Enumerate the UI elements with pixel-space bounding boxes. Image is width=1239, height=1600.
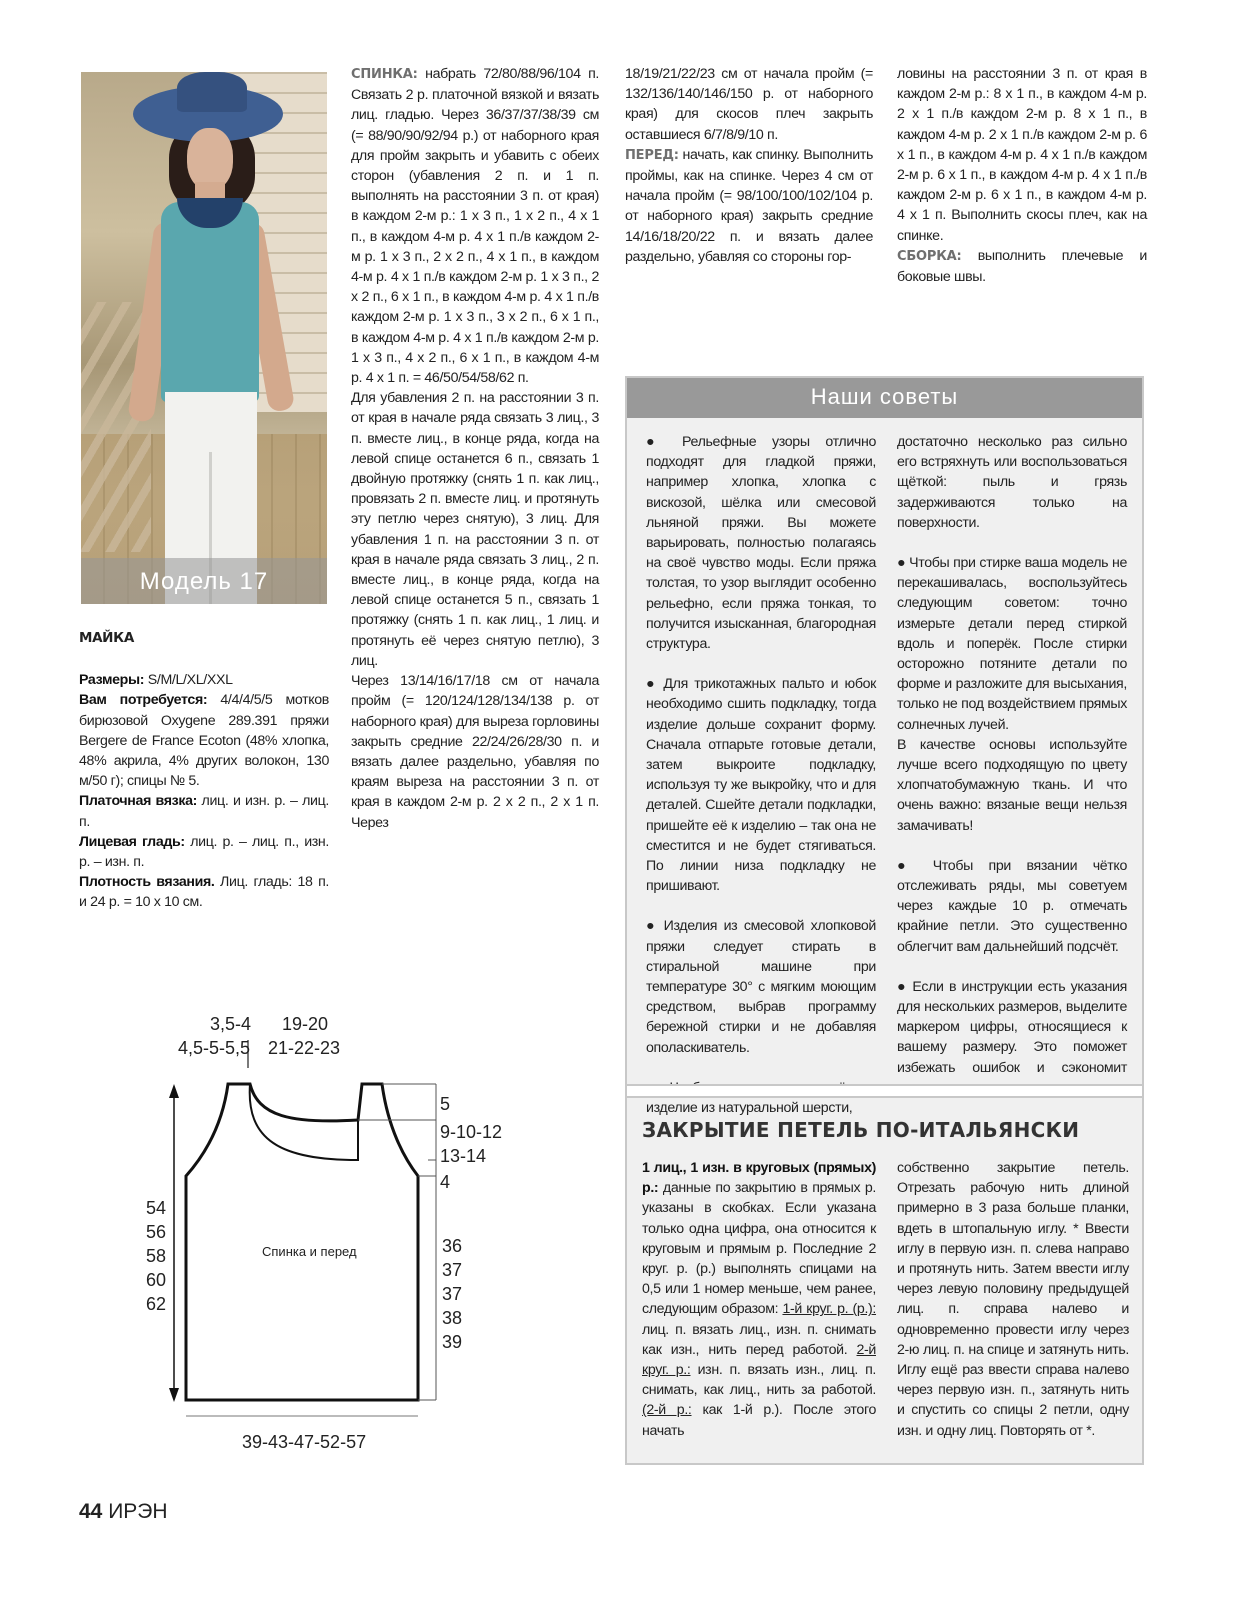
section-divider xyxy=(627,1084,1142,1098)
sizes: Размеры: S/M/L/XL/XXL xyxy=(79,672,233,689)
shoulder-width-label-2: 4,5-5-5,5 xyxy=(178,1038,251,1058)
total-length-5: 62 xyxy=(146,1294,167,1314)
instructions-column-1 xyxy=(351,64,599,833)
italian-lead: 1 лиц., 1 изн. в круговых (прямых) р.: xyxy=(642,1160,876,1197)
tip-washing: ● Изделия из смесовой хлопковой пряжи следует стирать в стиральной машине при температуре 30° с мягким моющим средством, выбрав программу бережной стирки и не добавляя ополаскиватель. xyxy=(646,918,876,1056)
stockinette-stitch: Лицевая гладь: лиц. р. – лиц. п., изн. р. – изн. п. xyxy=(79,833,330,871)
instructions-column-2 xyxy=(625,64,873,267)
decrease-instructions: Для убавления 2 п. на расстоянии 3 п. от края в начале ряда связать 3 лиц., 3 п. вместе лиц., в конце ряда, когда на левой спице останется 6 п., связать 1 двойную протяжку (снять 1 п. как лиц., провязать 2 п. вместе лиц. и протянуть эту петлю через снятую), 3 лиц. Для убавления 1 п. на расстоянии 3 п. от края в начале ряда связать 3 лиц., 2 п. вместе лиц., в конце ряда, когда на левой спице останется 5 п., связать 1 протяжку (снять 1 п. как лиц., 1 лиц. и протянуть её через снятую петлю), 3 лиц. xyxy=(351,390,599,669)
neck-width-label-1: 19-20 xyxy=(282,1014,329,1034)
assembly-instructions: СБОРКА: выполнить плечевые и боковые швы. xyxy=(897,247,1147,286)
italian-column-2: собственно закрытие петель. Отрезать рабочую нить длиной примерно в 3 раза больше планки, вдеть в штопальную иглу. * Ввести иглу в первую изн. п. слева направо и протянуть нить. Затем ввести иглу через левую половину предыдущей лиц. п. справа налево и одновременно провести иглу через 2-ю лиц. п. на спице и затянуть нить. Иглу ещё раз ввести справа налево через первую изн. п., затянуть нить и спустить со спицы 2 петли, одну изн. и одну лиц. Повторять от *. xyxy=(897,1160,1129,1439)
shoulder-width-label-1: 3,5-4 xyxy=(210,1014,252,1034)
page-footer xyxy=(79,1500,168,1524)
tips-header: Наши советы xyxy=(627,378,1142,418)
gauge: Плотность вязания. Лиц. гладь: 18 п. и 24 р. = 10 х 10 см. xyxy=(79,874,330,911)
side-length-1: 36 xyxy=(442,1236,463,1256)
front-instructions: ПЕРЕД: начать, как спинку. Выполнить проймы, как на спинке. Через 4 см от начала пройм (= 98/100/100/102/104 р. от наборного края) закрыть средние 14/16/18/20/22 п. и вязать далее раздельно, убавляя со стороны гор- xyxy=(625,146,874,265)
tip-relief: ● Рельефные узоры отлично подходят для гладкой пряжи, например хлопка, хлопка с вискозой, шёлка или смесовой льняной пряжи. Вы можете варьировать, полностью полагаясь на своё чувство моды. Если пряжа толстая, то узор выглядит особенно рельефно, если пряжа тонкая, то получится изысканная, благородная структура. xyxy=(646,434,876,653)
page-number: 44 xyxy=(79,1500,103,1523)
instructions-column-3 xyxy=(897,64,1147,287)
model-photo xyxy=(81,72,327,604)
tips-box xyxy=(625,376,1144,1465)
side-length-2: 37 xyxy=(442,1260,463,1280)
tips-column-2 xyxy=(897,432,1127,1098)
side-length-3: 37 xyxy=(442,1284,463,1304)
tip-sizes: ● Если в инструкции есть указания для нескольких размеров, выделите маркером цифры, относящиеся к вашему размеру. Это поможет избежать ошибок и сэкономит xyxy=(897,978,1127,1076)
tips-column-1 xyxy=(646,432,876,1118)
tip-wool-cleaning: изделие из натуральной шерсти, xyxy=(646,1100,853,1117)
materials: Вам потребуется: 4/4/4/5/5 мотков бирюзовой Oxygene 289.391 пряжи Bergere de France Ecoton (48% хлопка, 48% акрила, 4% других волокон, 130 м/50 г); спицы № 5. xyxy=(79,692,329,790)
total-length-3: 58 xyxy=(146,1246,167,1266)
dim-4: 4 xyxy=(440,1172,451,1192)
pattern-title: МАЙКА xyxy=(79,630,134,646)
total-length-1: 54 xyxy=(146,1198,167,1218)
dim-5: 5 xyxy=(440,1094,451,1114)
italian-column-1: 1 лиц., 1 изн. в круговых (прямых) р.: данные по закрытию в прямых р. указаны в скобках. Если указана только одна цифра, она относится к круговым и прямым р. Последние 2 круг. р. (р.) выполнять спицами на 0,5 или 1 номер меньше, чем ранее, следующим образом: 1-й круг. р. (р.): лиц. п. вязать лиц., изн. п. снимать как изн., нить перед работой. 2-й круг. р.: изн. п. вязать изн., лиц. п. снимать, как лиц., нить за работой. (2-й р.: как 1-й р.). После этого начать xyxy=(642,1160,877,1439)
neckline-instructions: Через 13/14/16/17/18 см от начала пройм (= 120/124/128/134/138 р. от наборного края) для выреза горловины закрыть средние 22/24/26/28/30 п. и вязать далее раздельно, убавляя по краям выреза на расстоянии 3 п. от края в каждом 2-м р. 2 х 2 п., 2 х 1 п. Через xyxy=(351,673,599,831)
back-instructions: СПИНКА: набрать 72/80/88/96/104 п. Связать 2 р. платочной вязкой и вязать лиц. гладью. Через 36/37/37/38/39 см (= 88/90/90/92/94 р.) от наборного края для пройм закрыть и убавить с обеих сторон (убавления 2 п. и 1 п. выполнять на расстоянии 3 п. от края) в каждом 2-м р.: 1 х 3 п., 1 х 2 п., 4 х 1 п., в каждом 4-м р. 4 х 1 п./в каждом 2-м р. 1 х 3 п., 2 х 2 п., 4 х 1 п., в каждом 4-м р. 4 х 1 п./в каждом 2-м р. 1 х 3 п., 2 х 2 п., 6 х 1 п., в каждом 4-м р. 4 х 1 п./в каждом 2-м р. 1 х 3 п., 3 х 2 п., 6 х 1 п., в каждом 4-м р. 4 х 1 п./в каждом 2-м р. 1 х 3 п., 4 х 2 п., 6 х 1 п., в каждом 4-м р. 4 х 1 п. = 46/50/54/58/62 п. xyxy=(351,66,600,387)
tip-measure: ● Чтобы при стирке ваша модель не перекашивалась, воспользуйтесь следующим советом: точно измерьте детали перед стиркой вдоль и поперёк. После стирки осторожно потяните детали по форме и разложите для высыхания, только не под воздействием прямых солнечных лучей. xyxy=(897,555,1127,733)
tip-lining: ● Для трикотажных пальто и юбок необходимо сшить подкладку, тогда изделие дольше сохранит форму. Сначала отпарьте готовые детали, затем выкроите подкладку, используя ту же выкройку, что и для деталей. Сшейте детали подкладки, пришейте её к изделию – так она не сместится и не будет стягиваться. По линии низа подкладку не пришивают. xyxy=(646,676,876,895)
pattern-schematic xyxy=(140,1008,540,1458)
tip-fabric: В качестве основы используйте лучше всего подходящую по цвету хлопчатобумажную ткань. И что очень важно: вязаные вещи нельзя замачивать! xyxy=(897,736,1127,834)
magazine-name: ИРЭН xyxy=(108,1500,168,1523)
bottom-width: 39-43-47-52-57 xyxy=(242,1432,367,1452)
total-length-4: 60 xyxy=(146,1270,167,1290)
shoulder-instructions: 18/19/21/22/23 см от начала пройм (= 132/136/140/146/150 р. от наборного края) для скосов плеч закрыть оставшиеся 6/7/8/9/10 п. xyxy=(625,66,873,143)
dim-armhole-2: 13-14 xyxy=(440,1146,487,1166)
tip-rows: ● Чтобы при вязании чётко отслеживать ряды, мы советуем через каждые 10 р. отмечать крайние петли. Это существенно облегчит вам дальнейший подсчёт. xyxy=(897,857,1127,955)
photo-caption: Модель 17 xyxy=(139,568,269,595)
side-length-5: 39 xyxy=(442,1332,463,1352)
italian-bindoff-title: ЗАКРЫТИЕ ПЕТЕЛЬ ПО-ИТАЛЬЯНСКИ xyxy=(642,1118,1080,1142)
front-neckline-instructions: ловины на расстоянии 3 п. от края в каждом 2-м р.: 8 х 1 п., в каждом 4-м р. 2 х 1 п./в каждом 2-м р. 8 х 1 п., в каждом 4-м р. 2 х 1 п./в каждом 2-м р. 6 х 1 п., в каждом 4-м р. 4 х 1 п./в каждом 2-м р. 6 х 1 п., в каждом 4-м р. 4 х 1 п./в каждом 2-м р. 6 х 1 п., в каждом 4-м р. 4 х 1 п. Выполнить скосы плеч, как на спинке. xyxy=(897,66,1147,244)
garter-stitch: Платочная вязка: лиц. и изн. р. – лиц. п. xyxy=(79,793,329,830)
dim-armhole-1: 9-10-12 xyxy=(440,1122,503,1142)
neck-width-label-2: 21-22-23 xyxy=(268,1038,341,1058)
total-length-2: 56 xyxy=(146,1222,167,1242)
tip-wool-cleaning-cont: достаточно несколько раз сильно его встряхнуть или воспользоваться щёткой: пыль и грязь задерживаются только на поверхности. xyxy=(897,434,1127,531)
materials-column xyxy=(79,628,329,913)
side-length-4: 38 xyxy=(442,1308,463,1328)
piece-label: Спинка и перед xyxy=(262,1244,357,1259)
